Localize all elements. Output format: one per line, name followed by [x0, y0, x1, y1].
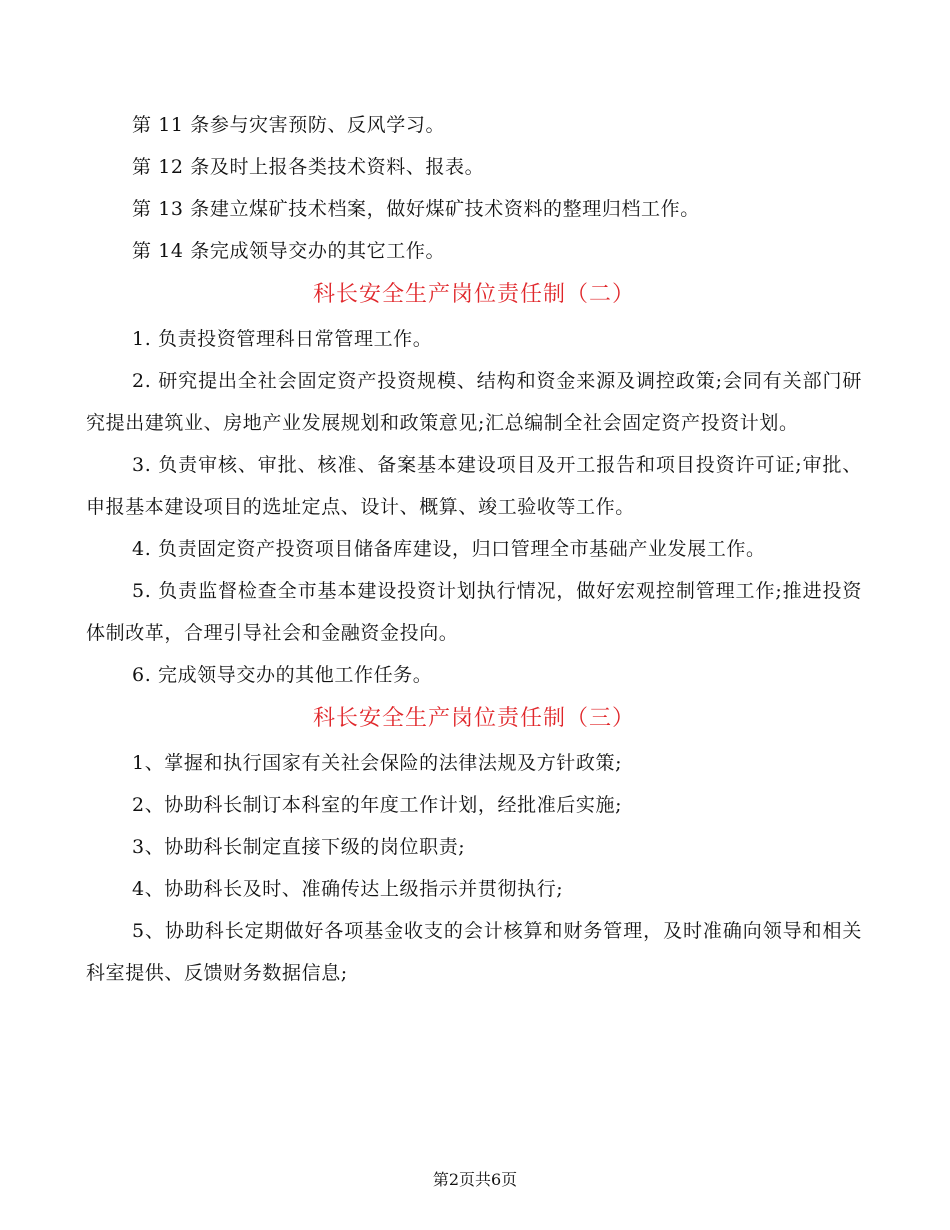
paragraph-s3-item-3: 3、协助科长制定直接下级的岗位职责;: [132, 836, 466, 858]
paragraph-s3-item-1: 1、掌握和执行国家有关社会保险的法律法规及方针政策;: [132, 752, 623, 774]
paragraph-s3-item-2: 2、协助科长制订本科室的年度工作计划，经批准后实施;: [132, 794, 623, 816]
page-number-footer: 第2页共6页: [432, 1170, 518, 1189]
paragraph-s2-item-4: 4. 负责固定资产投资项目储备库建设，归口管理全市基础产业发展工作。: [132, 538, 766, 560]
paragraph-article-12: 第 12 条及时上报各类技术资料、报表。: [132, 156, 485, 178]
paragraph-s3-item-4: 4、协助科长及时、准确传达上级指示并贯彻执行;: [132, 878, 564, 900]
paragraph-s3-item-5: 5、协助科长定期做好各项基金收支的会计核算和财务管理，及时准确向领导和相关科室提供、反馈财务数据信息;: [86, 920, 862, 984]
paragraph-s2-item-6: 6. 完成领导交办的其他工作任务。: [132, 664, 433, 686]
paragraph-s2-item-3: 3. 负责审核、审批、核准、备案基本建设项目及开工报告和项目投资许可证;审批、申报基本建设项目的选址定点、设计、概算、竣工验收等工作。: [86, 454, 862, 518]
document-page: [86, 104, 862, 994]
paragraph-article-13: 第 13 条建立煤矿技术档案，做好煤矿技术资料的整理归档工作。: [132, 198, 700, 220]
paragraph-s2-item-1: 1. 负责投资管理科日常管理工作。: [132, 328, 433, 350]
paragraph-s2-item-5: 5. 负责监督检查全市基本建设投资计划执行情况，做好宏观控制管理工作;推进投资体制改革，合理引导社会和金融资金投向。: [86, 580, 862, 644]
paragraph-article-11: 第 11 条参与灾害预防、反风学习。: [132, 114, 446, 136]
section-heading-two: 科长安全生产岗位责任制（二）: [312, 282, 635, 307]
section-heading-three: 科长安全生产岗位责任制（三）: [312, 706, 635, 731]
paragraph-article-14: 第 14 条完成领导交办的其它工作。: [132, 240, 446, 262]
paragraph-s2-item-2: 2. 研究提出全社会固定资产投资规模、结构和资金来源及调控政策;会同有关部门研究提出建筑业、房地产业发展规划和政策意见;汇总编制全社会固定资产投资计划。: [86, 370, 862, 434]
